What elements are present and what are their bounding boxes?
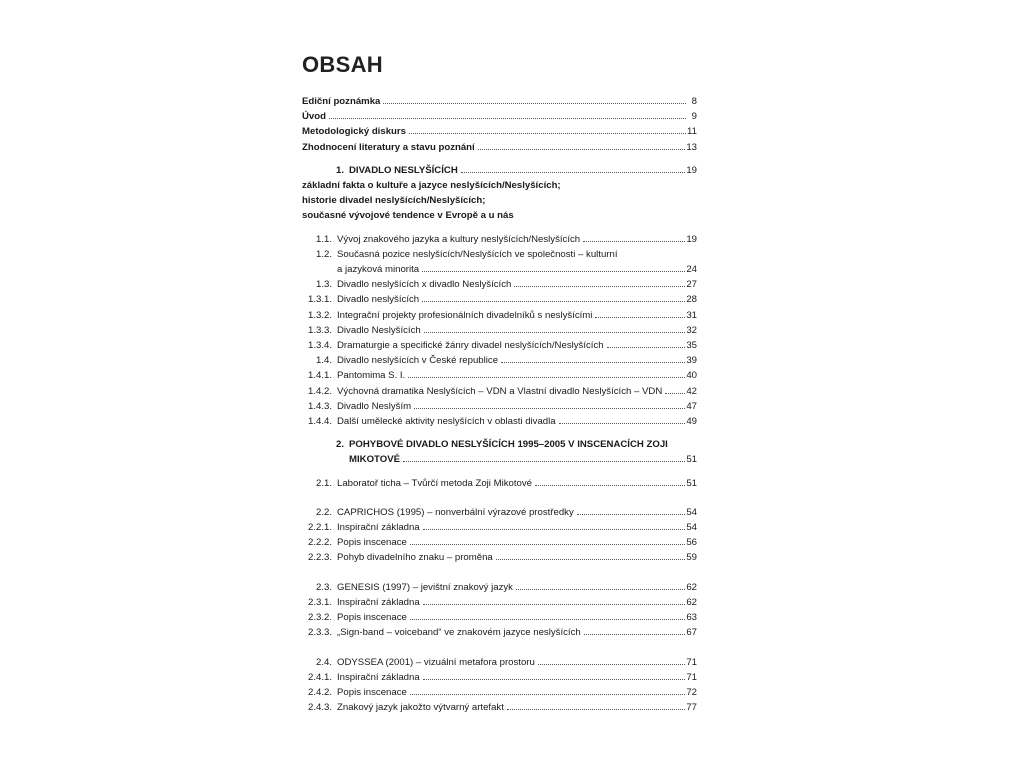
entry-page: 54 (686, 506, 697, 518)
entry-page: 32 (686, 324, 697, 336)
leader-dots (329, 109, 686, 119)
toc-entry (302, 140, 697, 155)
entry-title: Pohyb divadelního znaku – proměna (337, 552, 493, 564)
entry-page: 51 (686, 454, 697, 466)
entry-page: 62 (686, 596, 697, 608)
entry-page: 19 (686, 164, 697, 176)
leader-dots (501, 353, 685, 363)
leader-dots (422, 262, 685, 272)
toc-entry (302, 109, 697, 124)
chapter-1-entries-b (302, 277, 697, 429)
entry-title: Zhodnocení literatury a stavu poznání (302, 141, 475, 153)
entry-page: 39 (686, 355, 697, 367)
entry-page: 13 (686, 141, 697, 153)
leader-dots (461, 163, 686, 173)
entry-title: Vývoj znakového jazyka a kultury neslyšících/Neslyšících (337, 233, 581, 245)
leader-dots (424, 323, 686, 333)
toc-entry (302, 353, 697, 368)
leader-dots (507, 700, 685, 710)
entry-number: 1.3.1. (307, 294, 332, 306)
entry-number: 1.3. (315, 279, 332, 291)
toc-entry-chapter-2 (302, 437, 697, 467)
entry-number: 1.4.1. (307, 370, 332, 382)
entry-title: GENESIS (1997) – jevištní znakový jazyk (337, 581, 513, 593)
leader-dots (410, 610, 685, 620)
entry-title: „Sign-band – voiceband“ ve znakovém jazyce neslyšících (337, 627, 581, 639)
leader-dots (423, 595, 686, 605)
entry-page: 67 (686, 627, 697, 639)
toc-entry (302, 476, 697, 491)
entry-page: 11 (687, 126, 697, 138)
entry-title-line-1: Současná pozice neslyšících/Neslyšících ve společnosti – kulturní (337, 248, 618, 260)
entry-page: 49 (686, 416, 697, 428)
entry-page: 47 (686, 400, 697, 412)
entry-number: 2.2.2. (307, 537, 332, 549)
entry-number: 1. (335, 164, 344, 176)
entry-number: 1.3.2. (307, 309, 332, 321)
leader-dots (410, 535, 685, 545)
entry-number: 2.3. (315, 581, 332, 593)
toc-entry (302, 368, 697, 383)
entry-title-line-2: a jazyková minorita (337, 264, 420, 276)
entry-title: Divadlo Neslyším (337, 400, 412, 412)
chapter-subtitle-line: historie divadel neslyšících/Neslyšících; (302, 195, 486, 207)
entry-number: 1.4.3. (307, 400, 332, 412)
entry-page: 40 (686, 370, 697, 382)
leader-dots (422, 292, 685, 302)
entry-number: 2.2.1. (307, 522, 332, 534)
entry-number: 2.2.3. (307, 552, 332, 564)
toc-entry (302, 414, 697, 429)
entry-title: Ediční poznámka (302, 96, 381, 107)
toc-page (302, 50, 697, 715)
toc-entry (302, 520, 697, 535)
entry-number: 2.4.2. (307, 686, 332, 698)
toc-entry (302, 124, 697, 139)
leader-dots (516, 580, 685, 590)
entry-title: Popis inscenace (337, 686, 407, 698)
toc-entry (302, 292, 697, 307)
entry-page: 56 (686, 537, 697, 549)
entry-page: 8 (691, 96, 697, 107)
toc-entry (302, 670, 697, 685)
toc-entry (302, 308, 697, 323)
toc-entry-chapter-1 (302, 163, 697, 178)
toc-entry (302, 700, 697, 715)
entry-title: Divadlo neslyšících v České republice (337, 355, 499, 367)
toc-entry (302, 655, 697, 670)
entry-page: 35 (686, 340, 697, 352)
entry-page: 31 (686, 309, 697, 321)
entry-title: Divadlo Neslyšících (337, 324, 421, 336)
toc-entry (302, 610, 697, 625)
entry-title: Inspirační základna (337, 522, 420, 534)
entry-number: 1.3.4. (307, 340, 332, 352)
entry-title-line-2: MIKOTOVÉ (349, 454, 400, 466)
entry-number: 1.1. (315, 233, 332, 245)
toc-entry (302, 580, 697, 595)
entry-number: 1.4.4. (307, 416, 332, 428)
entry-number: 2.3.1. (307, 596, 332, 608)
table-of-contents (302, 94, 697, 715)
chapter-subtitle-line: základní fakta o kultuře a jazyce neslyšících/Neslyšících; (302, 180, 561, 192)
toc-entry (302, 399, 697, 414)
entry-title: Popis inscenace (337, 612, 407, 624)
entry-title: Dramaturgie a specifické žánry divadel neslyšících/Neslyšících (337, 340, 604, 352)
entry-title: Výchovná dramatika Neslyšících – VDN a Vlastní divadlo Neslyšících – VDN (337, 385, 663, 397)
entry-title: Integrační projekty profesionálních divadelníků s neslyšícími (337, 309, 593, 321)
toc-entry (302, 550, 697, 565)
entry-title: ODYSSEA (2001) – vizuální metafora prostoru (337, 656, 535, 668)
entry-page: 71 (686, 671, 697, 683)
entry-page: 51 (686, 477, 697, 489)
entry-page: 71 (686, 656, 697, 668)
front-matter (302, 94, 697, 155)
entry-page: 24 (686, 264, 697, 276)
leader-dots (423, 670, 686, 680)
leader-dots (410, 685, 685, 695)
entry-page: 9 (691, 111, 697, 123)
entry-number: 2.2. (315, 506, 332, 518)
entry-title: DIVADLO NESLYŠÍCÍCH (349, 164, 458, 176)
entry-title: Inspirační základna (337, 671, 420, 683)
entry-number: 1.4. (315, 355, 332, 367)
entry-title: Další umělecké aktivity neslyšících v oblasti divadla (337, 416, 556, 428)
entry-number: 1.2. (315, 248, 332, 260)
entry-number: 2.4. (315, 656, 332, 668)
toc-entry (302, 535, 697, 550)
entry-page: 28 (686, 294, 697, 306)
entry-number: 2.1. (315, 477, 332, 489)
entry-page: 62 (686, 581, 697, 593)
leader-dots (607, 338, 686, 348)
chapter-2-entries (302, 468, 697, 716)
entry-page: 77 (686, 702, 697, 714)
leader-dots (538, 655, 685, 665)
entry-title: Metodologický diskurs (302, 126, 406, 138)
toc-entry (302, 232, 697, 247)
leader-dots (478, 140, 686, 150)
toc-entry-1-2 (302, 247, 697, 277)
leader-dots (408, 368, 685, 378)
chapter-1-subtitle (302, 178, 697, 224)
entry-title: Znakový jazyk jakožto výtvarný artefakt (337, 702, 504, 714)
leader-dots (514, 277, 685, 287)
leader-dots (577, 505, 686, 515)
entry-page: 27 (686, 279, 697, 291)
entry-title: Divadlo neslyšících (337, 294, 420, 306)
toc-entry (302, 323, 697, 338)
leader-dots (423, 520, 686, 530)
leader-dots (409, 124, 686, 134)
entry-title: Inspirační základna (337, 596, 420, 608)
chapter-subtitle-line: současné vývojové tendence v Evropě a u nás (302, 210, 514, 222)
entry-number: 2.3.2. (307, 612, 332, 624)
entry-number: 2.3.3. (307, 627, 332, 639)
entry-title-line-1: POHYBOVÉ DIVADLO NESLYŠÍCÍCH 1995–2005 V INSCENACÍCH ZOJI (349, 439, 668, 451)
entry-number: 2.4.1. (307, 671, 332, 683)
entry-page: 63 (686, 612, 697, 624)
leader-dots (595, 308, 685, 318)
toc-entry (302, 94, 697, 109)
page-title: OBSAH (302, 52, 383, 77)
toc-entry (302, 505, 697, 520)
toc-entry (302, 338, 697, 353)
toc-entry (302, 277, 697, 292)
toc-entry (302, 384, 697, 399)
toc-entry (302, 595, 697, 610)
entry-page: 54 (686, 522, 697, 534)
entry-number: 1.3.3. (307, 324, 332, 336)
entry-page: 19 (686, 233, 697, 245)
entry-title: Divadlo neslyšících x divadlo Neslyšících (337, 279, 512, 291)
entry-title: Úvod (302, 111, 326, 123)
entry-page: 72 (686, 686, 697, 698)
leader-dots (414, 399, 685, 409)
leader-dots (496, 550, 686, 560)
entry-number: 1.4.2. (307, 385, 332, 397)
leader-dots (584, 625, 686, 635)
entry-number: 2.4.3. (307, 702, 332, 714)
entry-title: Pantomima S. I. (337, 370, 406, 382)
leader-dots (665, 384, 685, 394)
leader-dots (583, 232, 685, 242)
entry-title: Popis inscenace (337, 537, 407, 549)
entry-number: 2. (335, 439, 344, 451)
entry-page: 42 (686, 385, 697, 397)
leader-dots (383, 94, 686, 104)
entry-title: Laboratoř ticha – Tvůrčí metoda Zoji Mikotové (337, 477, 532, 489)
leader-dots (535, 476, 685, 486)
toc-entry (302, 685, 697, 700)
entry-page: 59 (686, 552, 697, 564)
chapter-1-entries-a (302, 232, 697, 247)
toc-entry (302, 625, 697, 640)
leader-dots (403, 452, 685, 462)
leader-dots (559, 414, 686, 424)
entry-title: CAPRICHOS (1995) – nonverbální výrazové prostředky (337, 506, 574, 518)
